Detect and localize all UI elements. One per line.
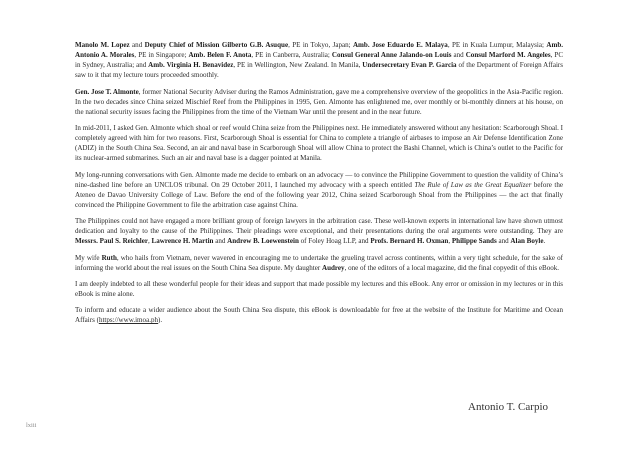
text-run: before the Ateneo de Davao University College of Law. Before the end of the following year 2012, China seized Scarborough Shoal from the Philippines — the act that finally convinced the Philippine Government to file the arbitration case against China. xyxy=(75,180,563,209)
document-body xyxy=(75,40,563,332)
text-run: ). xyxy=(158,316,163,325)
bold-name: Amb. Antonio A. Morales xyxy=(75,41,563,60)
text-run: , PE in Wellington, New Zealand. In Manila, xyxy=(233,61,363,70)
bold-name: Andrew B. Loewenstein xyxy=(227,237,299,246)
bold-name: Messrs. Paul S. Reichler xyxy=(75,237,149,246)
paragraph xyxy=(75,305,563,325)
text-run: and xyxy=(451,51,466,60)
bold-name: Philippe Sands xyxy=(451,237,497,246)
bold-name: Deputy Chief of Mission Gilberto G.B. Asuque xyxy=(144,41,289,49)
paragraph xyxy=(75,87,563,117)
text-run: , one of the editors of a local magazine, did the final copyedit of this eBook. xyxy=(344,263,560,272)
text-run: , PE in Canberra, Australia; xyxy=(251,51,332,60)
bold-name: Undersecretary Evan P. Garcia xyxy=(362,61,457,70)
text-run: and xyxy=(129,41,145,49)
text-run: . xyxy=(543,237,546,246)
bold-name: Manolo M. Lopez xyxy=(75,41,130,49)
bold-name: Profs. Bernard H. Oxman xyxy=(370,237,449,246)
text-run: , who hails from Vietnam, never wavered in encouraging me to undertake the grueling travel across continents, within a very tight schedule, for the sake of informing the world about the real issues on the South China Sea dispute. My daughter xyxy=(75,253,563,272)
text-run: My long-running conversations with Gen. Almonte made me decide to embark on an advocacy — to convince the Philippine Government to question the validity of China’s nine-dashed line before an UNCLOS tribunal. On 29 October 2011, I launched my advocacy with a speech entitled xyxy=(75,170,563,189)
text-run: , PC in Sydney, Australia; and xyxy=(75,51,564,70)
text-run: , PE in Tokyo, Japan; xyxy=(288,41,353,49)
text-run: , former National Security Adviser during the Ramos Administration, gave me a comprehensive overview of the geopolitics in the Asia-Pacific region. In the two decades since China seized Mischief Reef from the Philippines in 1995, Gen. Almonte has enlightened me, over monthly or bi-monthly dinners at his house, on the national security issues facing the Philippines from the time of the Vietnam War until the present and in the near future. xyxy=(75,87,564,116)
bold-name: Alan Boyle xyxy=(510,237,544,246)
bold-name: Consul Marford M. Angeles xyxy=(465,51,551,60)
text-run: , xyxy=(148,237,152,246)
text-run: , PE in Kuala Lumpur, Malaysia; xyxy=(447,41,547,49)
paragraph xyxy=(75,253,563,273)
text-run: , PE in Singapore; xyxy=(134,51,189,60)
text-run: of Foley Hoag LLP, and xyxy=(298,237,371,246)
bold-name: Ruth xyxy=(101,253,117,262)
paragraph xyxy=(75,40,563,80)
page-number: lxiii xyxy=(26,422,37,429)
bold-name: Amb. Belen F. Anota xyxy=(188,51,252,60)
text-run: I am deeply indebted to all these wonderful people for their ideas and support that made possible my lectures and this eBook. Any error or omission in my lectures or in this eBook is mine alone. xyxy=(75,280,563,299)
bold-name: Amb. Virginia H. Benavidez xyxy=(148,61,234,70)
text-run: My wife xyxy=(75,253,102,262)
bold-name: Amb. Jose Eduardo E. Malaya xyxy=(352,41,448,49)
text-run: In mid-2011, I asked Gen. Almonte which shoal or reef would China seize from the Philippines next. He immediately answered without any hesitation: Scarborough Shoal. I completely agreed with him for two reasons. First, Scarborough Shoal is essential for China to complete a triangle of airbases to impose an Air Defense Identification Zone (ADIZ) in the South China Sea. Second, an air and naval base in Scarborough Shoal will allow China to protect the Bashi Channel, which is China’s outlet to the Pacific for its nuclear-armed submarines. Such an air and naval base is a dagger pointed at Manila. xyxy=(75,124,563,163)
paragraph xyxy=(75,170,563,210)
text-run: and xyxy=(496,237,511,246)
signature: Antonio T. Carpio xyxy=(468,401,548,413)
bold-name: Gen. Jose T. Almonte xyxy=(75,87,139,96)
text-run: , xyxy=(448,237,452,246)
website-link[interactable]: https://www.imoa.ph xyxy=(98,316,159,325)
text-run: of the Department of Foreign Affairs saw to it that my lecture tours proceeded smoothly. xyxy=(75,61,564,80)
paragraph xyxy=(75,216,563,246)
bold-name: Lawrence H. Martin xyxy=(151,237,214,246)
paragraph xyxy=(75,279,563,299)
text-run: The Rule of Law as the Great Equalizer xyxy=(414,180,532,189)
bold-name: Consul General Anne Jalando-on Louis xyxy=(331,51,452,60)
paragraph xyxy=(75,123,563,163)
text-run: The Philippines could not have engaged a more brilliant group of foreign lawyers in the arbitration case. These well-known experts in international law have shown utmost dedication and loyalty to the cause of the Philippines. Their pleadings were exceptional, and their presentations during the oral arguments were outstanding. They are xyxy=(75,217,563,236)
text-run: and xyxy=(213,237,228,246)
bold-name: Audrey xyxy=(322,263,345,272)
text-run: To inform and educate a wider audience about the South China Sea dispute, this eBook is downloadable for free at the website of the Institute for Maritime and Ocean Affairs ( xyxy=(75,306,563,325)
